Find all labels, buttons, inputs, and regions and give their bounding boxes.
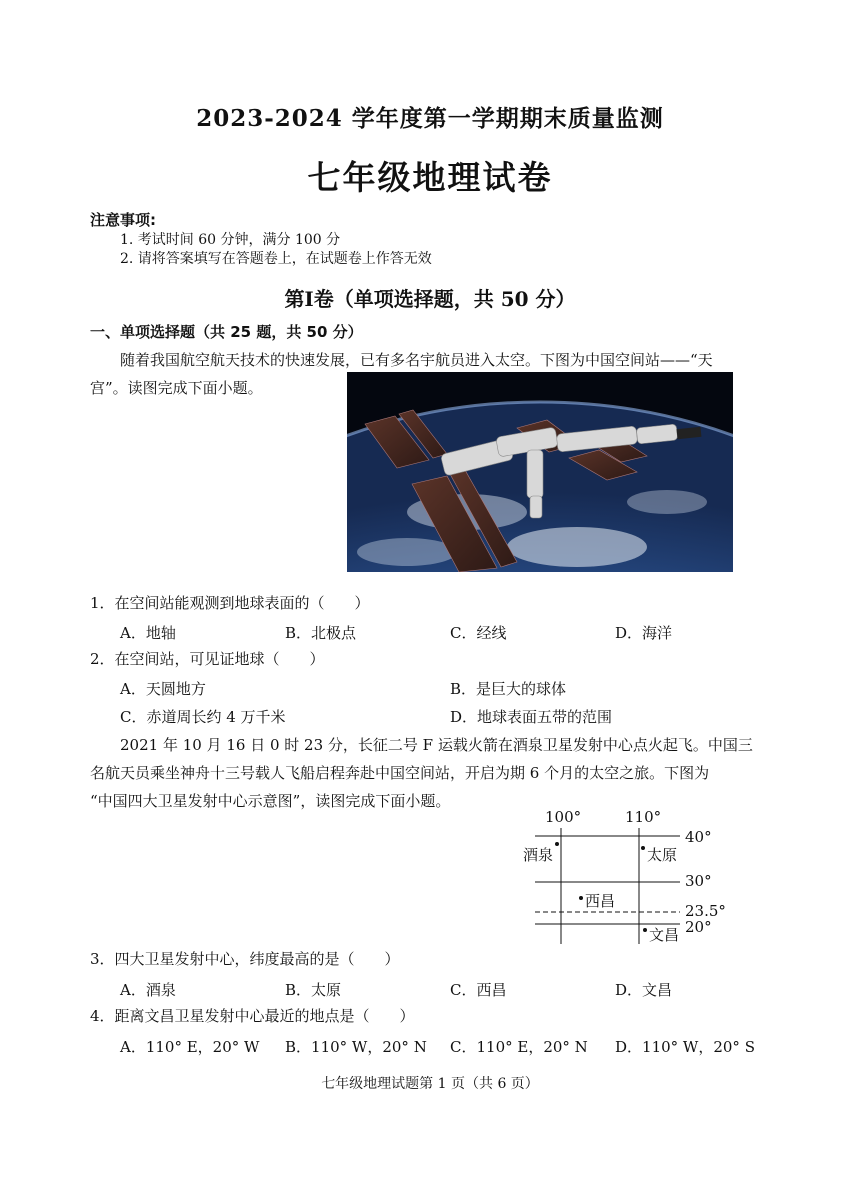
notice-item-2: 2. 请将答案填写在答题卷上，在试题卷上作答无效 — [120, 251, 432, 267]
q1-option-b: B．北极点 — [285, 624, 357, 642]
wenchang-label: 文昌 — [649, 926, 680, 944]
taiyuan-dot — [641, 846, 645, 850]
lat-30-label: 30° — [685, 872, 712, 890]
q2-option-c: C．赤道周长约 4 万千米 — [120, 708, 286, 726]
wenchang-dot — [643, 928, 647, 932]
question-2-stem: 2．在空间站，可见证地球（ ） — [90, 650, 325, 668]
exam-subject-title: 七年级地理试卷 — [307, 158, 553, 197]
q3-option-a: A．酒泉 — [120, 981, 176, 999]
taiyuan-label: 太原 — [647, 846, 678, 864]
lat-23-5-label: 23.5° — [685, 902, 726, 920]
xichang-label: 西昌 — [585, 892, 616, 910]
exam-header-title: 2023-2024 学年度第一学期期末质量监测 — [196, 105, 664, 132]
intro1-line1: 随着我国航空航天技术的快速发展，已有多名宇航员进入太空。下图为中国空间站——“天 — [120, 351, 713, 369]
jiuquan-dot — [555, 842, 559, 846]
lon-110-label: 110° — [625, 808, 662, 826]
q1-option-d: D．海洋 — [615, 624, 673, 642]
question-1-stem: 1．在空间站能观测到地球表面的（ ） — [90, 594, 370, 612]
q4-option-c: C．110° E，20° N — [450, 1038, 588, 1056]
notice-heading: 注意事项: — [90, 211, 156, 229]
q2-option-a: A．天圆地方 — [120, 680, 206, 698]
space-station-photo — [347, 372, 733, 572]
q2-option-b: B．是巨大的球体 — [450, 680, 567, 698]
notice-item-1: 1. 考试时间 60 分钟，满分 100 分 — [120, 232, 341, 248]
q1-option-a: A．地轴 — [120, 624, 176, 642]
q3-option-d: D．文昌 — [615, 981, 673, 999]
section-title: 第Ⅰ卷（单项选择题，共 50 分） — [284, 287, 576, 311]
jiuquan-label: 酒泉 — [523, 846, 554, 864]
q4-option-a: A．110° E，20° W — [120, 1038, 260, 1056]
question-3-stem: 3．四大卫星发射中心，纬度最高的是（ ） — [90, 950, 400, 968]
intro2-line1: 2021 年 10 月 16 日 0 时 23 分，长征二号 F 运载火箭在酒泉卫星发射中心点火起飞。中国三 — [120, 736, 753, 754]
intro2-line2: 名航天员乘坐神舟十三号载人飞船启程奔赴中国空间站，开启为期 6 个月的太空之旅。下图为 — [90, 764, 710, 782]
q4-option-d: D．110° W，20° S — [615, 1038, 755, 1056]
lon-100-label: 100° — [545, 808, 582, 826]
launch-center-map — [515, 806, 745, 951]
q4-option-b: B．110° W，20° N — [285, 1038, 427, 1056]
part-heading: 一、单项选择题（共 25 题，共 50 分） — [90, 323, 363, 341]
q3-option-c: C．西昌 — [450, 981, 507, 999]
q1-option-c: C．经线 — [450, 624, 507, 642]
intro2-line3: “中国四大卫星发射中心示意图”，读图完成下面小题。 — [90, 792, 451, 810]
q3-option-b: B．太原 — [285, 981, 342, 999]
q2-option-d: D．地球表面五带的范围 — [450, 708, 613, 726]
intro1-line2: 宫”。读图完成下面小题。 — [90, 379, 263, 397]
lat-20-label: 20° — [685, 918, 712, 936]
lat-40-label: 40° — [685, 828, 712, 846]
page-footer: 七年级地理试题第 1 页（共 6 页） — [321, 1076, 539, 1092]
question-4-stem: 4．距离文昌卫星发射中心最近的地点是（ ） — [90, 1007, 415, 1025]
xichang-dot — [579, 896, 583, 900]
